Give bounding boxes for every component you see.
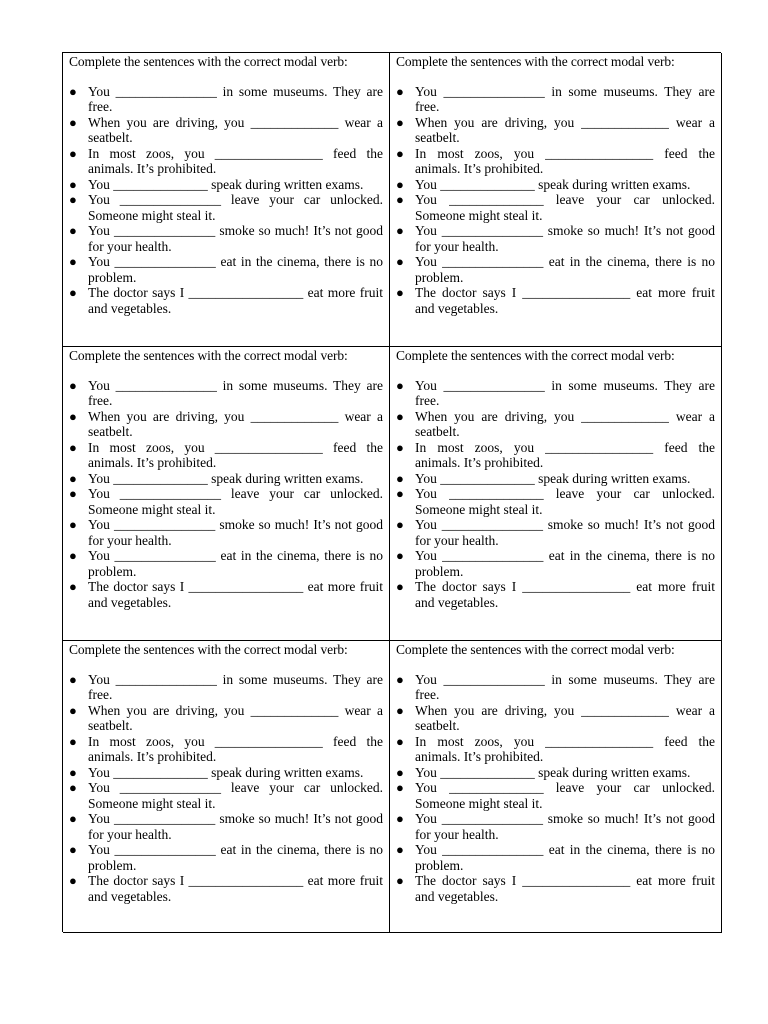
sentence-list bbox=[69, 84, 383, 317]
exercise-card-4 bbox=[390, 347, 722, 641]
sentence-text: You ______________ speak during written exams. bbox=[88, 764, 364, 780]
sentence-text: In most zoos, you ________________ feed the animals. It’s prohibited. bbox=[88, 439, 383, 470]
sentence-item bbox=[396, 177, 715, 193]
sentence-item bbox=[396, 734, 715, 765]
bullet-icon: ● bbox=[396, 873, 404, 888]
exercise-card-6 bbox=[390, 641, 722, 933]
bullet-icon: ● bbox=[396, 254, 404, 269]
sentence-item bbox=[69, 177, 383, 193]
bullet-icon: ● bbox=[69, 764, 77, 780]
bullet-icon: ● bbox=[396, 223, 404, 238]
sentence-item bbox=[396, 765, 715, 781]
sentence-text: In most zoos, you ________________ feed the animals. It’s prohibited. bbox=[88, 145, 383, 176]
sentence-text: You _______________ in some museums. They are free. bbox=[88, 377, 383, 408]
sentence-item bbox=[69, 734, 383, 765]
sentence-item bbox=[396, 285, 715, 316]
bullet-icon: ● bbox=[69, 579, 77, 594]
bullet-icon: ● bbox=[396, 192, 404, 207]
bullet-icon: ● bbox=[396, 764, 404, 780]
sentence-text: You _______________ eat in the cinema, there is no problem. bbox=[415, 254, 715, 285]
bullet-icon: ● bbox=[69, 176, 77, 192]
bullet-icon: ● bbox=[396, 733, 404, 749]
sentence-item bbox=[396, 192, 715, 223]
sentence-item bbox=[396, 378, 715, 409]
bullet-icon: ● bbox=[396, 517, 404, 532]
card-title: Complete the sentences with the correct modal verb: bbox=[69, 642, 348, 657]
sentence-item bbox=[69, 192, 383, 223]
bullet-icon: ● bbox=[69, 83, 77, 99]
bullet-icon: ● bbox=[69, 223, 77, 238]
card-title: Complete the sentences with the correct modal verb: bbox=[396, 348, 675, 363]
sentence-item bbox=[396, 84, 715, 115]
sentence-item bbox=[396, 811, 715, 842]
sentence-text: When you are driving, you _____________ wear a seatbelt. bbox=[88, 702, 383, 733]
bullet-icon: ● bbox=[396, 439, 404, 455]
card-title: Complete the sentences with the correct modal verb: bbox=[69, 54, 348, 69]
sentence-text: In most zoos, you ________________ feed the animals. It’s prohibited. bbox=[415, 145, 715, 176]
sentence-list bbox=[69, 378, 383, 611]
sentence-text: You _______________ eat in the cinema, there is no problem. bbox=[415, 842, 715, 873]
sentence-text: When you are driving, you _____________ wear a seatbelt. bbox=[88, 408, 383, 439]
sentence-text: You ______________ speak during written exams. bbox=[415, 764, 691, 780]
bullet-icon: ● bbox=[396, 408, 404, 424]
card-title: Complete the sentences with the correct modal verb: bbox=[396, 54, 675, 69]
bullet-icon: ● bbox=[396, 811, 404, 826]
sentence-item bbox=[69, 146, 383, 177]
exercise-card-1 bbox=[63, 53, 390, 347]
bullet-icon: ● bbox=[69, 254, 77, 269]
sentence-text: When you are driving, you _____________ wear a seatbelt. bbox=[88, 114, 383, 145]
bullet-icon: ● bbox=[69, 377, 77, 393]
sentence-item bbox=[396, 780, 715, 811]
sentence-text: You ______________ leave your car unlocked. Someone might steal it. bbox=[415, 486, 715, 517]
bullet-icon: ● bbox=[69, 873, 77, 888]
card-title: Complete the sentences with the correct modal verb: bbox=[396, 642, 675, 657]
bullet-icon: ● bbox=[396, 470, 404, 486]
sentence-item bbox=[69, 378, 383, 409]
sentence-item bbox=[396, 254, 715, 285]
sentence-item bbox=[396, 703, 715, 734]
sentence-item bbox=[69, 579, 383, 610]
sentence-text: You _______________ in some museums. They are free. bbox=[88, 671, 383, 702]
sentence-item bbox=[396, 409, 715, 440]
sentence-item bbox=[69, 115, 383, 146]
sentence-item bbox=[69, 842, 383, 873]
bullet-icon: ● bbox=[396, 176, 404, 192]
sentence-item bbox=[69, 254, 383, 285]
sentence-item bbox=[69, 223, 383, 254]
worksheet-grid bbox=[62, 52, 721, 932]
bullet-icon: ● bbox=[396, 377, 404, 393]
sentence-item bbox=[396, 146, 715, 177]
bullet-icon: ● bbox=[69, 470, 77, 486]
sentence-text: When you are driving, you _____________ wear a seatbelt. bbox=[415, 408, 715, 439]
sentence-list bbox=[69, 672, 383, 905]
sentence-item bbox=[396, 672, 715, 703]
bullet-icon: ● bbox=[396, 842, 404, 857]
sentence-text: You ______________ speak during written exams. bbox=[415, 470, 691, 486]
sentence-item bbox=[69, 811, 383, 842]
sentence-item bbox=[69, 672, 383, 703]
bullet-icon: ● bbox=[69, 671, 77, 687]
sentence-item bbox=[69, 409, 383, 440]
sentence-list bbox=[396, 378, 715, 611]
sentence-text: You _______________ leave your car unlocked. Someone might steal it. bbox=[88, 192, 383, 223]
sentence-text: You _______________ leave your car unlocked. Someone might steal it. bbox=[88, 780, 383, 811]
bullet-icon: ● bbox=[396, 285, 404, 300]
sentence-text: The doctor says I ________________ eat more fruit and vegetables. bbox=[415, 285, 715, 316]
sentence-text: You _______________ eat in the cinema, there is no problem. bbox=[415, 548, 715, 579]
sentence-text: You _______________ eat in the cinema, there is no problem. bbox=[88, 254, 383, 285]
bullet-icon: ● bbox=[69, 702, 77, 718]
sentence-item bbox=[69, 517, 383, 548]
sentence-item bbox=[396, 548, 715, 579]
bullet-icon: ● bbox=[69, 145, 77, 161]
sentence-text: You _______________ leave your car unlocked. Someone might steal it. bbox=[88, 486, 383, 517]
bullet-icon: ● bbox=[69, 811, 77, 826]
sentence-item bbox=[396, 440, 715, 471]
sentence-text: The doctor says I ________________ eat more fruit and vegetables. bbox=[415, 579, 715, 610]
exercise-card-3 bbox=[63, 347, 390, 641]
sentence-text: You _______________ smoke so much! It’s not good for your health. bbox=[88, 223, 383, 254]
sentence-item bbox=[396, 471, 715, 487]
sentence-item bbox=[69, 285, 383, 316]
sentence-list bbox=[396, 672, 715, 905]
bullet-icon: ● bbox=[396, 486, 404, 501]
sentence-text: You _______________ in some museums. They are free. bbox=[415, 377, 715, 408]
bullet-icon: ● bbox=[396, 579, 404, 594]
bullet-icon: ● bbox=[69, 114, 77, 130]
sentence-item bbox=[69, 780, 383, 811]
sentence-item bbox=[69, 84, 383, 115]
sentence-item bbox=[69, 765, 383, 781]
sentence-text: You _______________ smoke so much! It’s not good for your health. bbox=[88, 517, 383, 548]
sentence-text: In most zoos, you ________________ feed the animals. It’s prohibited. bbox=[88, 733, 383, 764]
sentence-text: You _______________ smoke so much! It’s not good for your health. bbox=[415, 811, 715, 842]
sentence-text: You _______________ smoke so much! It’s not good for your health. bbox=[88, 811, 383, 842]
exercise-card-5 bbox=[63, 641, 390, 933]
bullet-icon: ● bbox=[69, 408, 77, 424]
sentence-text: You ______________ speak during written exams. bbox=[88, 176, 364, 192]
sentence-text: The doctor says I _________________ eat more fruit and vegetables. bbox=[88, 579, 383, 610]
bullet-icon: ● bbox=[69, 733, 77, 749]
card-title: Complete the sentences with the correct modal verb: bbox=[69, 348, 348, 363]
sentence-text: When you are driving, you _____________ wear a seatbelt. bbox=[415, 702, 715, 733]
sentence-text: In most zoos, you ________________ feed the animals. It’s prohibited. bbox=[415, 733, 715, 764]
bullet-icon: ● bbox=[69, 517, 77, 532]
sentence-item bbox=[69, 548, 383, 579]
sentence-item bbox=[396, 579, 715, 610]
bullet-icon: ● bbox=[396, 114, 404, 130]
bullet-icon: ● bbox=[69, 780, 77, 795]
sentence-item bbox=[396, 115, 715, 146]
bullet-icon: ● bbox=[396, 83, 404, 99]
sentence-item bbox=[69, 471, 383, 487]
sentence-text: You _______________ smoke so much! It’s not good for your health. bbox=[415, 517, 715, 548]
bullet-icon: ● bbox=[396, 702, 404, 718]
bullet-icon: ● bbox=[69, 192, 77, 207]
bullet-icon: ● bbox=[396, 780, 404, 795]
sentence-list bbox=[396, 84, 715, 317]
sentence-item bbox=[396, 486, 715, 517]
sentence-text: You _______________ in some museums. They are free. bbox=[88, 83, 383, 114]
bullet-icon: ● bbox=[69, 548, 77, 563]
sentence-text: You ______________ leave your car unlocked. Someone might steal it. bbox=[415, 192, 715, 223]
sentence-item bbox=[69, 440, 383, 471]
sentence-item bbox=[396, 873, 715, 904]
sentence-text: The doctor says I _________________ eat more fruit and vegetables. bbox=[88, 285, 383, 316]
sentence-text: You _______________ in some museums. They are free. bbox=[415, 83, 715, 114]
sentence-item bbox=[396, 223, 715, 254]
bullet-icon: ● bbox=[396, 145, 404, 161]
sentence-item bbox=[69, 873, 383, 904]
sentence-text: You ______________ leave your car unlocked. Someone might steal it. bbox=[415, 780, 715, 811]
sentence-text: You _______________ in some museums. They are free. bbox=[415, 671, 715, 702]
bullet-icon: ● bbox=[69, 842, 77, 857]
sentence-text: You _______________ smoke so much! It’s not good for your health. bbox=[415, 223, 715, 254]
sentence-item bbox=[69, 703, 383, 734]
sentence-text: The doctor says I _________________ eat more fruit and vegetables. bbox=[88, 873, 383, 904]
bullet-icon: ● bbox=[69, 439, 77, 455]
sentence-text: In most zoos, you ________________ feed the animals. It’s prohibited. bbox=[415, 439, 715, 470]
sentence-text: You ______________ speak during written exams. bbox=[415, 176, 691, 192]
sentence-text: The doctor says I ________________ eat more fruit and vegetables. bbox=[415, 873, 715, 904]
bullet-icon: ● bbox=[69, 285, 77, 300]
sentence-item bbox=[396, 517, 715, 548]
bullet-icon: ● bbox=[396, 548, 404, 563]
sentence-text: You _______________ eat in the cinema, there is no problem. bbox=[88, 548, 383, 579]
sentence-text: When you are driving, you _____________ wear a seatbelt. bbox=[415, 114, 715, 145]
sentence-text: You _______________ eat in the cinema, there is no problem. bbox=[88, 842, 383, 873]
sentence-text: You ______________ speak during written exams. bbox=[88, 470, 364, 486]
bullet-icon: ● bbox=[69, 486, 77, 501]
sentence-item bbox=[396, 842, 715, 873]
sentence-item bbox=[69, 486, 383, 517]
bullet-icon: ● bbox=[396, 671, 404, 687]
exercise-card-2 bbox=[390, 53, 722, 347]
